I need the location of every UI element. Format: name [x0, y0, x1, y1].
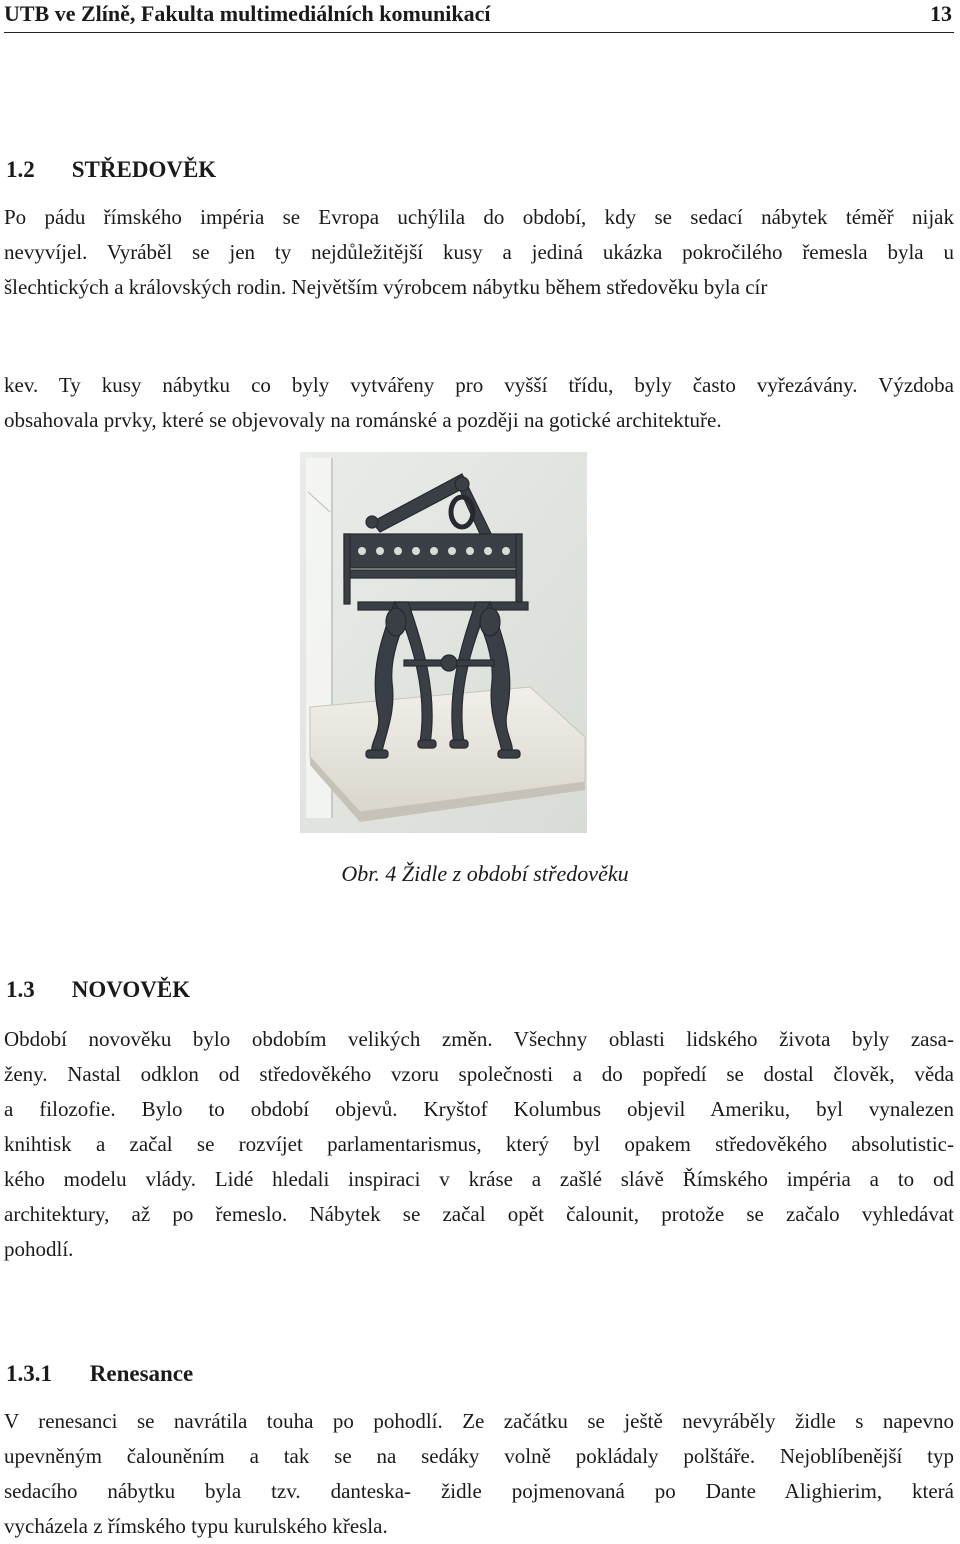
section-number: 1.3.1 — [6, 1361, 52, 1386]
chair-photo — [300, 452, 587, 833]
text-line: kého modelu vlády. Lidé hledali inspiraci v kráse a zašlé slávě Římského impéria a to od — [4, 1167, 954, 1191]
text-line: architektury, až po řemeslo. Nábytek se začal opět čalounit, protože se začalo vyhledávat — [4, 1202, 954, 1226]
text-line: upevněným čalouněním a tak se na sedáky volně pokládaly polštáře. Nejoblíbenější typ — [4, 1444, 954, 1468]
section-heading-1-3 — [6, 976, 190, 1004]
section-title: Renesance — [89, 1361, 194, 1386]
text-line: pohodlí. — [4, 1237, 74, 1261]
paragraph-renesance — [4, 1404, 954, 1544]
header-title: UTB ve Zlíně, Fakulta multimediálních komunikací — [4, 1, 491, 26]
page-number: 13 — [930, 1, 952, 26]
paragraph-stredovek-part2 — [4, 368, 954, 438]
section-heading-1-3-1 — [6, 1360, 193, 1388]
paragraph-stredovek-part1 — [4, 200, 954, 305]
figure-caption: Obr. 4 Židle z období středověku — [341, 861, 629, 886]
text-line: a filozofie. Bylo to období objevů. Kryštof Kolumbus objevil Ameriku, byl vynalezen — [4, 1097, 954, 1121]
text-line: ženy. Nastal odklon od středověkého vzoru společnosti a do popředí se dostal člověk, věda — [4, 1062, 954, 1086]
section-number: 1.3 — [6, 977, 35, 1002]
section-number: 1.2 — [6, 157, 35, 182]
text-line: vycházela z římského typu kurulského křesla. — [4, 1514, 388, 1538]
text-line: knihtisk a začal se rozvíjet parlamentarismus, který byl opakem středověkého absolutistic- — [4, 1132, 954, 1156]
text-line: V renesanci se navrátila touha po pohodlí. Ze začátku se ještě nevyráběly židle s napevno — [4, 1409, 954, 1433]
text-line: šlechtických a královských rodin. Největším výrobcem nábytku během středověku byla cír — [4, 275, 768, 299]
text-line: obsahovala prvky, které se objevovaly na románské a později na gotické architektuře. — [4, 408, 722, 432]
section-title: NOVOVĚK — [71, 977, 191, 1002]
text-line: Po pádu římského impéria se Evropa uchýlila do období, kdy se sedací nábytek téměř nijak — [4, 205, 954, 229]
section-heading-1-2 — [6, 156, 216, 184]
text-line: Období novověku bylo obdobím velikých změn. Všechny oblasti lidského života byly zasa- — [4, 1027, 954, 1051]
text-line: nevyvíjel. Vyráběl se jen ty nejdůležitější kusy a jediná ukázka pokročilého řemesla byla u — [4, 240, 954, 264]
page-header — [4, 0, 954, 33]
section-title: STŘEDOVĚK — [71, 157, 217, 182]
text-line: sedacího nábytku byla tzv. danteska- židle pojmenovaná po Dante Alighierim, která — [4, 1479, 954, 1503]
text-line: kev. Ty kusy nábytku co byly vytvářeny pro vyšší třídu, byly často vyřezávány. Výzdoba — [4, 373, 954, 397]
paragraph-novovek — [4, 1022, 954, 1267]
